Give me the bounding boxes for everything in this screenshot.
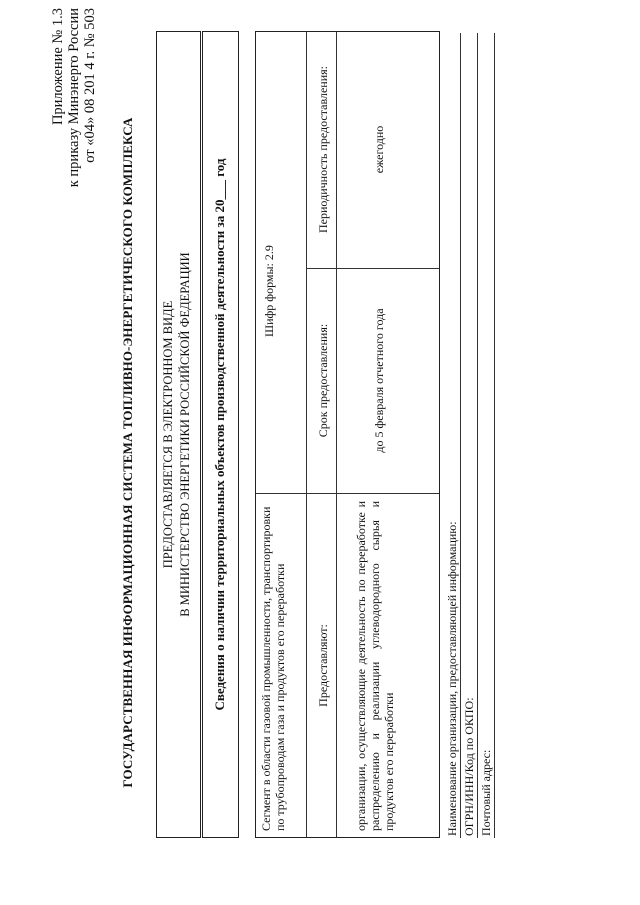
- submission-line-2: В МИНИСТЕРСТВО ЭНЕРГЕТИКИ РОССИЙСКОЙ ФЕДЕРАЦИИ: [178, 252, 192, 617]
- ogrn-line: [477, 33, 478, 838]
- deadline-header: Срок предоставления:: [316, 323, 330, 438]
- appendix-block: [50, 0, 98, 205]
- segment-cell: Сегмент в области газовой промышленности, транспортировки по трубопроводам газа и продуктов его переработки: [259, 506, 287, 831]
- ogrn-label: ОГРН/ИНН/Код по ОКПО:: [462, 697, 476, 836]
- appendix-order-date: от «04» 08 201 4 г. № 503: [82, 8, 98, 163]
- table-divider-vertical-1: [256, 493, 439, 494]
- submission-box: [156, 31, 201, 838]
- org-name-field[interactable]: [445, 33, 461, 838]
- report-title: Сведения о наличии территориальных объектов производственной деятельности за 20___ год: [212, 158, 227, 711]
- deadline-value: до 5 февраля отчетного года: [372, 308, 386, 453]
- submission-line-1: ПРЕДОСТАВЛЯЕТСЯ В ЭЛЕКТРОННОМ ВИДЕ: [161, 300, 175, 569]
- frequency-value: ежегодно: [372, 125, 386, 174]
- address-field[interactable]: [479, 33, 495, 838]
- info-table: [255, 31, 440, 838]
- provided-by-value: организации, осуществляющие деятельность по переработке и распределению и реализации углеводородного сырья и продуктов его переработки: [354, 501, 396, 831]
- address-line: [494, 33, 495, 838]
- table-divider-horizontal-1: [306, 32, 307, 837]
- org-name-line: [460, 33, 461, 838]
- frequency-header: Периодичность предоставления:: [316, 66, 330, 233]
- provided-by-header: Предоставляют:: [316, 624, 330, 707]
- form-code-cell: Шифр формы: 2.9: [262, 245, 276, 337]
- report-title-box: [202, 31, 239, 838]
- org-name-label: Наименование организации, предоставляющей информацию:: [445, 521, 459, 836]
- address-label: Почтовый адрес:: [479, 749, 493, 836]
- appendix-number: Приложение № 1.3: [50, 8, 66, 126]
- appendix-order-ref: к приказу Минэнерго России: [66, 8, 82, 188]
- table-divider-horizontal-2: [336, 32, 337, 837]
- page-title: ГОСУДАРСТВЕННАЯ ИНФОРМАЦИОННАЯ СИСТЕМА ТОПЛИВНО-ЭНЕРГЕТИЧЕСКОГО КОМПЛЕКСА: [120, 117, 135, 788]
- ogrn-field[interactable]: [462, 33, 478, 838]
